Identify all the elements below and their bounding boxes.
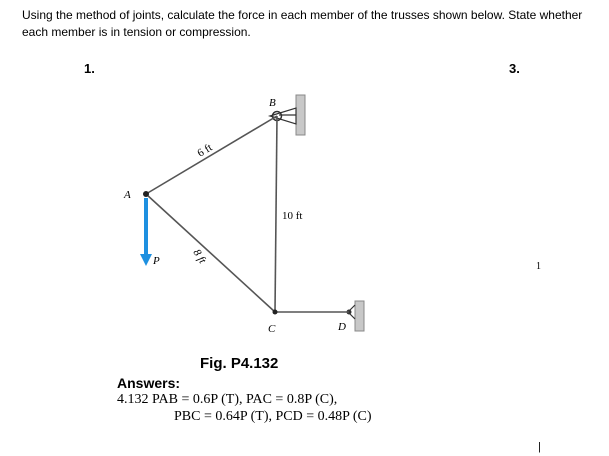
label-bc-length: 10 ft — [282, 210, 303, 222]
member-ac — [146, 194, 275, 312]
load-arrow-head — [140, 254, 152, 266]
figure-caption: Fig. P4.132 — [200, 355, 279, 372]
label-ac-length: 8 ft — [190, 247, 209, 266]
stray-mark-2: | — [538, 441, 541, 453]
problem-number-1: 1. — [84, 61, 95, 76]
answer-line-1: 4.132 PAB = 0.6P (T), PAC = 0.8P (C), — [117, 392, 338, 407]
joint-c — [273, 310, 278, 315]
answer-line-2: PBC = 0.64P (T), PCD = 0.48P (C) — [174, 409, 372, 424]
stray-mark-1: 1 — [536, 261, 541, 272]
label-ab-length: 6 ft — [195, 141, 215, 160]
label-c: C — [268, 323, 276, 335]
joint-a — [143, 191, 149, 197]
label-d: D — [338, 321, 346, 333]
label-b: B — [269, 97, 276, 109]
member-ab — [146, 116, 277, 194]
wall-support-b — [296, 95, 305, 135]
label-a: A — [124, 189, 131, 201]
problem-instructions: Using the method of joints, calculate the force in each member of the trusses shown below. State whether each member is in tension or compression. — [22, 8, 583, 39]
pin-support-b — [270, 108, 296, 124]
label-p: P — [153, 255, 160, 267]
problem-number-3: 3. — [509, 61, 520, 76]
answers-title: Answers: — [117, 375, 181, 391]
member-bc — [275, 116, 277, 312]
wall-support-d — [355, 301, 364, 331]
